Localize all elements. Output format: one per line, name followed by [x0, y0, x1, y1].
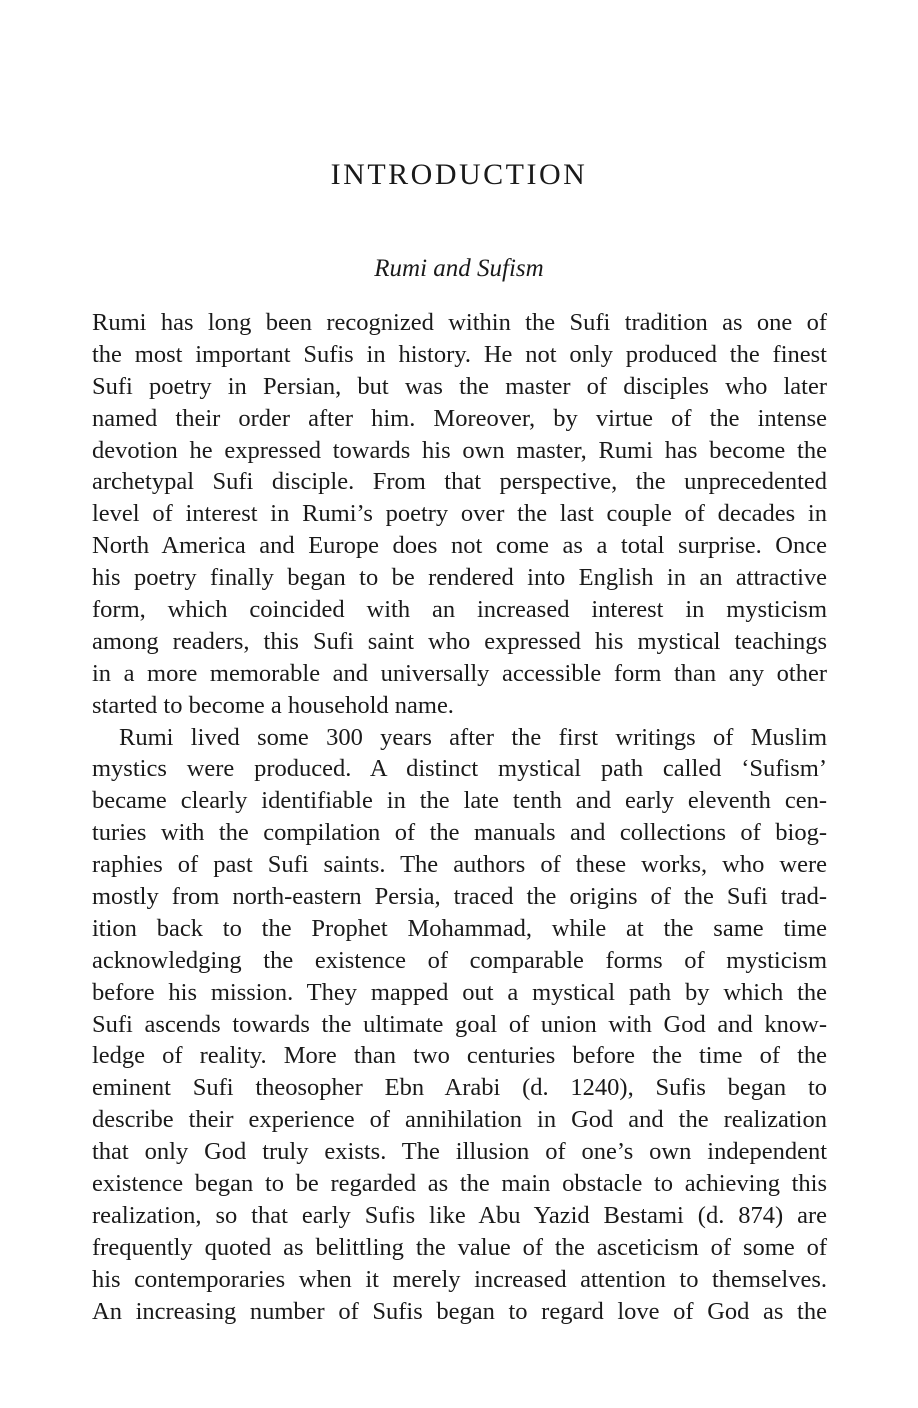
text-line: eminent Sufi theosopher Ebn Arabi (d. 1240), Sufis began to	[92, 1074, 827, 1102]
text-line: North America and Europe does not come as a total surprise. Once	[92, 532, 827, 560]
text-line: before his mission. They mapped out a mystical path by which the	[92, 978, 827, 1006]
text-line: archetypal Sufi disciple. From that perspective, the unprecedented	[92, 468, 827, 496]
text-line: ition back to the Prophet Mohammad, while at the same time	[92, 914, 827, 942]
text-line: named their order after him. Moreover, by virtue of the intense	[92, 404, 827, 432]
text-line: An increasing number of Sufis began to regard love of God as the	[92, 1297, 827, 1325]
text-line: level of interest in Rumi’s poetry over the last couple of decades in	[92, 500, 827, 528]
body-text	[92, 307, 827, 1328]
text-line: existence began to be regarded as the main obstacle to achieving this	[92, 1170, 827, 1198]
text-line: devotion he expressed towards his own master, Rumi has become the	[92, 436, 827, 464]
text-line: form, which coincided with an increased interest in mysticism	[92, 596, 827, 624]
text-line: Rumi lived some 300 years after the first writings of Muslim	[119, 723, 827, 751]
text-line: describe their experience of annihilation in God and the realization	[92, 1106, 827, 1134]
text-line: raphies of past Sufi saints. The authors of these works, who were	[92, 851, 827, 879]
text-line: his poetry finally began to be rendered into English in an attractive	[92, 564, 827, 592]
section-title: Rumi and Sufism	[374, 255, 544, 282]
text-line: started to become a household name.	[92, 691, 454, 719]
text-line: in a more memorable and universally accessible form than any other	[92, 659, 827, 687]
text-line: acknowledging the existence of comparable forms of mysticism	[92, 946, 827, 974]
text-line: frequently quoted as belittling the value of the asceticism of some of	[92, 1233, 827, 1261]
text-line: Sufi poetry in Persian, but was the master of disciples who later	[92, 372, 827, 400]
text-line: mystics were produced. A distinct mystical path called ‘Sufism’	[92, 755, 827, 783]
text-line: the most important Sufis in history. He not only produced the finest	[92, 340, 827, 368]
text-line: ledge of reality. More than two centuries before the time of the	[92, 1042, 827, 1070]
text-line: turies with the compilation of the manuals and collections of biog-	[92, 819, 827, 847]
text-line: realization, so that early Sufis like Abu Yazid Bestami (d. 874) are	[92, 1201, 827, 1229]
text-line: that only God truly exists. The illusion of one’s own independent	[92, 1138, 827, 1166]
chapter-title: INTRODUCTION	[330, 158, 588, 191]
text-line: Sufi ascends towards the ultimate goal of union with God and know-	[92, 1010, 827, 1038]
text-line: Rumi has long been recognized within the Sufi tradition as one of	[92, 309, 827, 336]
text-line: his contemporaries when it merely increased attention to themselves.	[92, 1265, 827, 1293]
text-line: became clearly identifiable in the late tenth and early eleventh cen-	[92, 787, 827, 815]
text-line: mostly from north-eastern Persia, traced the origins of the Sufi trad-	[92, 883, 827, 911]
text-line: among readers, this Sufi saint who expressed his mystical teachings	[92, 627, 827, 655]
